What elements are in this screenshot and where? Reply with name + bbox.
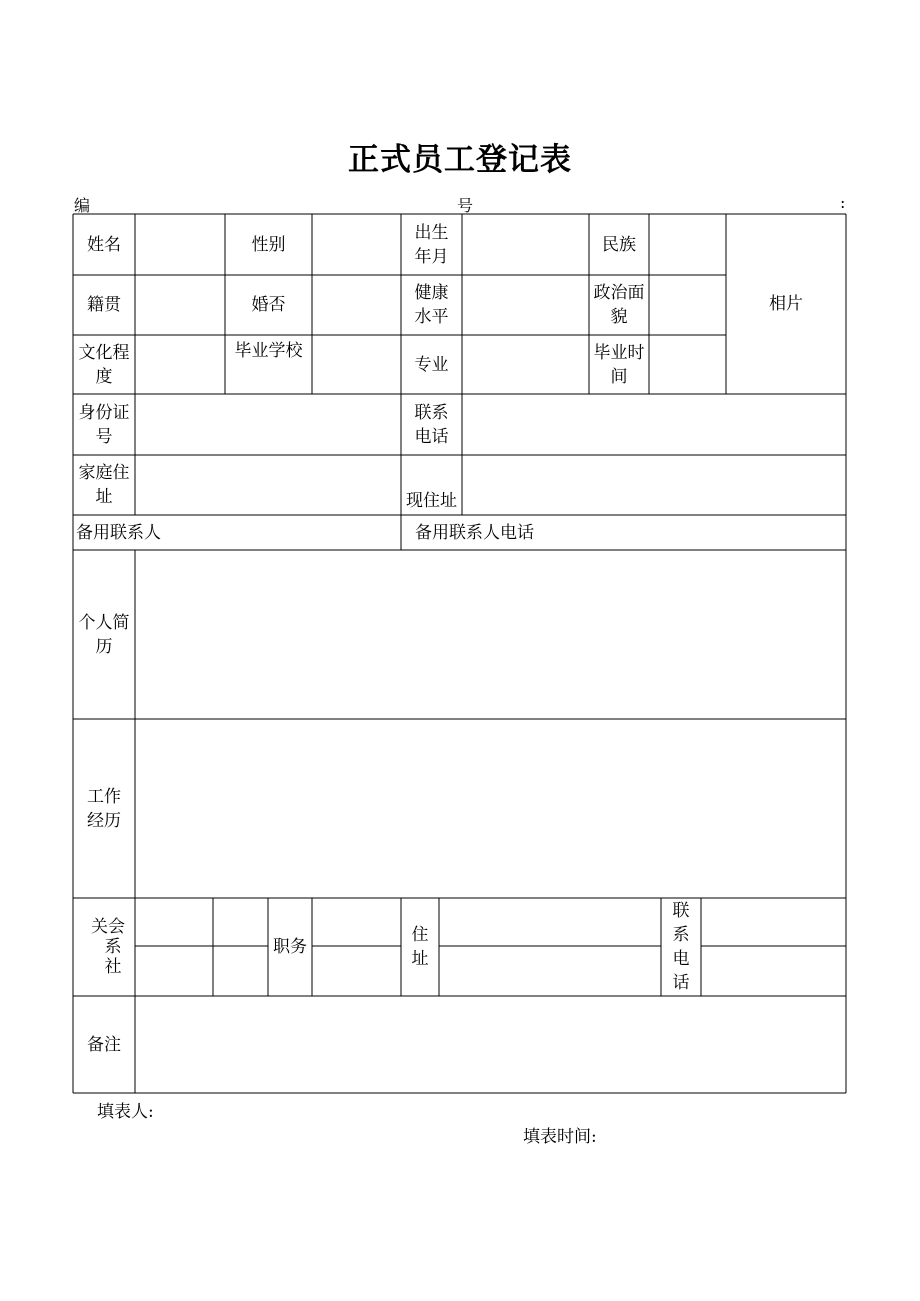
home-address-input[interactable]: [135, 455, 401, 515]
resume-input[interactable]: [135, 550, 846, 719]
form-title: 正式员工登记表: [348, 142, 572, 178]
label-home-address: [73, 455, 135, 515]
label-work-experience: [73, 719, 135, 898]
position-cell[interactable]: [312, 898, 401, 946]
name-input[interactable]: [135, 214, 225, 275]
relation-phone-cell[interactable]: [701, 946, 846, 996]
label-phone-line1: 联系: [414, 402, 449, 423]
label-resume: [73, 550, 135, 719]
label-name: 姓名: [87, 234, 121, 255]
grad-time-input[interactable]: [649, 335, 726, 394]
label-id-number: [73, 394, 135, 455]
political-input[interactable]: [649, 275, 726, 335]
label-education-line1: 文化程: [78, 342, 130, 363]
address-cell[interactable]: [439, 946, 661, 996]
label-address-text: 住址: [411, 925, 429, 969]
label-social-line3: 社: [104, 957, 122, 977]
fill-time-label: 填表时间:: [523, 1127, 597, 1147]
label-birth: [401, 214, 462, 275]
current-address-input[interactable]: [462, 455, 846, 515]
label-id-number-line2: 号: [95, 426, 113, 447]
label-grad-time-line2: 间: [610, 366, 628, 387]
label-home-address-line2: 址: [95, 487, 113, 507]
label-health: [401, 275, 462, 335]
label-social-line1: 关会: [91, 917, 125, 937]
label-school: 毕业学校: [234, 341, 303, 361]
label-birth-line2: 年月: [414, 246, 449, 267]
relation-cell[interactable]: [213, 898, 268, 946]
birth-input[interactable]: [462, 214, 589, 275]
label-relation-phone: [661, 898, 701, 996]
label-ethnicity: 民族: [602, 234, 636, 255]
label-gender: 性别: [251, 234, 286, 255]
label-marital: 婚否: [251, 295, 286, 315]
label-resume-line2: 历: [95, 636, 113, 657]
relation-cell[interactable]: [213, 946, 268, 996]
label-backup-phone: 备用联系人电话: [415, 522, 534, 543]
label-current-address: 现住址: [406, 491, 457, 511]
label-remarks: 备注: [87, 1034, 121, 1055]
phone-input[interactable]: [462, 394, 846, 455]
label-backup-contact: 备用联系人: [76, 522, 161, 543]
label-phone: [401, 394, 462, 455]
label-work-line1: 工作: [87, 786, 121, 807]
label-address: [401, 898, 439, 996]
label-resume-line1: 个人简: [78, 612, 130, 633]
label-health-line1: 健康: [414, 283, 449, 303]
label-id-number-line1: 身份证: [78, 402, 130, 423]
label-political-line1: 政治面: [593, 283, 645, 303]
label-social-relations: [73, 898, 135, 996]
relation-phone-cell[interactable]: [701, 898, 846, 946]
ethnicity-input[interactable]: [649, 214, 726, 275]
label-social-line2: 系: [104, 937, 122, 957]
photo-box[interactable]: 相片: [769, 294, 803, 314]
relation-cell[interactable]: [135, 898, 213, 946]
label-native-place: 籍贯: [87, 295, 121, 315]
education-input[interactable]: [135, 335, 225, 394]
label-political-line2: 貌: [610, 307, 628, 327]
label-education-line2: 度: [95, 366, 113, 387]
label-home-address-line1: 家庭住: [78, 463, 130, 483]
label-political: [589, 275, 649, 335]
label-major: 专业: [414, 354, 449, 375]
serial-label-left: 编: [74, 196, 91, 215]
native-place-input[interactable]: [135, 275, 225, 335]
label-grad-time: [589, 335, 649, 394]
marital-input[interactable]: [312, 275, 401, 335]
label-phone-line2: 电话: [414, 426, 449, 447]
filled-by-label: 填表人:: [97, 1102, 154, 1122]
label-education: [73, 335, 135, 394]
id-number-input[interactable]: [135, 394, 401, 455]
serial-label-mid: 号: [457, 196, 474, 215]
major-input[interactable]: [462, 335, 589, 394]
label-position: 职务: [273, 937, 307, 957]
label-grad-time-line1: 毕业时: [593, 342, 645, 363]
label-relation-phone-text: 联系电话: [672, 901, 690, 993]
label-birth-line1: 出生: [414, 222, 449, 243]
address-cell[interactable]: [439, 898, 661, 946]
label-health-line2: 水平: [414, 307, 449, 327]
position-cell[interactable]: [312, 946, 401, 996]
school-input[interactable]: [312, 335, 401, 394]
relation-cell[interactable]: [135, 946, 213, 996]
serial-colon: :: [840, 193, 846, 212]
gender-input[interactable]: [312, 214, 401, 275]
work-experience-input[interactable]: [135, 719, 846, 898]
remarks-input[interactable]: [135, 996, 846, 1093]
label-work-line2: 经历: [87, 810, 121, 831]
health-input[interactable]: [462, 275, 589, 335]
